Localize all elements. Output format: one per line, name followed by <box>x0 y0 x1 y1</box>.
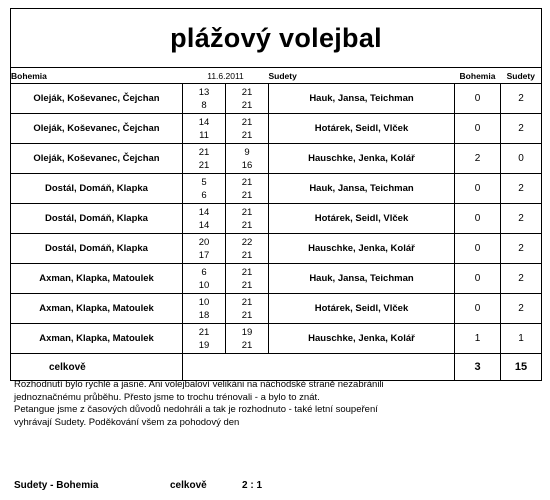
set-score-right <box>226 324 269 354</box>
score-set2: 21 <box>241 219 253 231</box>
header-col-left: Bohemia <box>455 68 501 84</box>
team-left <box>11 324 183 354</box>
points-left <box>455 204 501 234</box>
header-team-right: Sudety <box>269 68 455 84</box>
match-row <box>11 144 542 174</box>
score-set2: 21 <box>241 99 253 111</box>
score-set1: 21 <box>241 296 253 308</box>
score-set2: 14 <box>198 219 210 231</box>
team-right-label: Hotárek, Seidl, Vlček <box>314 213 409 224</box>
points-right-value: 2 <box>518 183 524 194</box>
team-left <box>11 234 183 264</box>
points-right-value: 2 <box>518 243 524 254</box>
score-set1: 22 <box>241 236 253 248</box>
results-table <box>10 8 542 381</box>
points-right <box>501 84 542 114</box>
set-score-left <box>183 174 226 204</box>
points-left <box>455 114 501 144</box>
points-left-value: 0 <box>474 303 481 314</box>
header-row <box>11 68 542 84</box>
team-right <box>269 174 455 204</box>
set-score-right <box>226 174 269 204</box>
score-set2: 8 <box>201 99 207 111</box>
set-score-right <box>226 294 269 324</box>
set-score-left <box>183 324 226 354</box>
match-row <box>11 114 542 144</box>
header-date: 11.6.2011 <box>183 68 269 84</box>
header-col-right: Sudety <box>501 68 542 84</box>
points-right-value: 0 <box>518 153 524 164</box>
team-right <box>269 84 455 114</box>
team-right-label: Hotárek, Seidl, Vlček <box>314 303 409 314</box>
team-left-label: Axman, Klapka, Matoulek <box>39 333 154 344</box>
team-right-label: Hauk, Jansa, Teichman <box>309 273 414 284</box>
comment-line: vyhrávají Sudety. Poděkování všem za pohodový den <box>14 416 240 428</box>
points-left-value: 0 <box>474 93 481 104</box>
points-right-value: 2 <box>518 273 524 284</box>
points-left <box>455 264 501 294</box>
team-left-label: Dostál, Domáň, Klapka <box>45 243 148 254</box>
points-left-value: 1 <box>474 333 481 344</box>
set-score-right <box>226 234 269 264</box>
score-set1: 21 <box>241 266 253 278</box>
team-left <box>11 174 183 204</box>
points-left-value: 0 <box>474 273 481 284</box>
match-row <box>11 174 542 204</box>
points-left-value: 0 <box>474 183 481 194</box>
points-left <box>455 144 501 174</box>
team-left <box>11 204 183 234</box>
set-score-left <box>183 294 226 324</box>
set-score-left <box>183 234 226 264</box>
header-team-left: Bohemia <box>11 68 183 84</box>
team-right <box>269 294 455 324</box>
score-set2: 17 <box>198 249 210 261</box>
points-right <box>501 204 542 234</box>
team-right-label: Hauk, Jansa, Teichman <box>309 183 414 194</box>
team-left-label: Axman, Klapka, Matoulek <box>39 303 154 314</box>
team-left-label: Oleják, Koševanec, Čejchan <box>33 153 160 164</box>
comment-line: Petangue jsme z časových důvodů nedohráli a tak je rozhodnuto - také letní soupeření <box>14 404 378 415</box>
points-right <box>501 264 542 294</box>
points-left <box>455 324 501 354</box>
score-set2: 18 <box>198 309 210 321</box>
score-set2: 21 <box>241 279 253 291</box>
score-set1: 21 <box>241 116 253 128</box>
points-right <box>501 294 542 324</box>
set-score-right <box>226 114 269 144</box>
team-right <box>269 144 455 174</box>
team-left <box>11 84 183 114</box>
total-left: 3 <box>455 354 501 381</box>
score-set1: 20 <box>198 236 210 248</box>
team-right <box>269 204 455 234</box>
points-right-value: 2 <box>518 213 524 224</box>
match-row <box>11 204 542 234</box>
comment-line: jednoznačnému průběhu. Přesto jsme to trochu trénovali - a bylo to znát. <box>14 391 320 403</box>
team-right-label: Hotárek, Seidl, Vlček <box>314 123 409 134</box>
team-right <box>269 324 455 354</box>
summary-teams: Sudety - Bohemia <box>14 480 99 491</box>
team-right-label: Hauschke, Jenka, Kolář <box>308 153 415 164</box>
score-set2: 21 <box>241 249 253 261</box>
team-left-label: Oleják, Koševanec, Čejchan <box>33 123 160 134</box>
points-right-value: 2 <box>518 303 524 314</box>
team-left-label: Axman, Klapka, Matoulek <box>39 273 154 284</box>
summary-label: celkově <box>170 480 207 491</box>
points-right-value: 1 <box>518 333 524 344</box>
match-row <box>11 294 542 324</box>
score-set2: 10 <box>198 279 210 291</box>
score-set1: 21 <box>241 86 253 98</box>
team-right <box>269 264 455 294</box>
score-set2: 6 <box>201 189 207 201</box>
team-left <box>11 264 183 294</box>
match-row <box>11 234 542 264</box>
set-score-left <box>183 204 226 234</box>
score-set2: 21 <box>241 129 253 141</box>
total-row <box>11 354 542 381</box>
team-left-label: Dostál, Domáň, Klapka <box>45 213 148 224</box>
team-left <box>11 144 183 174</box>
total-label: celkově <box>11 354 183 381</box>
score-set2: 21 <box>241 339 253 351</box>
score-set1: 5 <box>201 176 207 188</box>
total-right: 15 <box>501 354 542 381</box>
points-left-value: 0 <box>474 243 481 254</box>
score-set1: 10 <box>198 296 210 308</box>
points-right <box>501 234 542 264</box>
set-score-left <box>183 144 226 174</box>
match-comment <box>14 379 534 429</box>
points-left-value: 0 <box>474 213 481 224</box>
comment-line: Rozhodnutí bylo rychlé a jasné. Ani volejbaloví velikáni na náchodské straně nezabránili <box>14 379 384 390</box>
team-left <box>11 294 183 324</box>
score-set1: 21 <box>198 146 210 158</box>
team-left-label: Dostál, Domáň, Klapka <box>45 183 148 194</box>
score-set1: 14 <box>198 206 210 218</box>
set-score-right <box>226 144 269 174</box>
score-set1: 6 <box>201 266 207 278</box>
summary-score: 2 : 1 <box>242 480 263 491</box>
results-sheet <box>10 8 541 381</box>
score-set2: 19 <box>198 339 210 351</box>
score-set1: 19 <box>241 326 253 338</box>
points-right <box>501 174 542 204</box>
score-set1: 14 <box>198 116 210 128</box>
team-right-label: Hauschke, Jenka, Kolář <box>308 243 415 254</box>
set-score-left <box>183 114 226 144</box>
score-set1: 21 <box>198 326 210 338</box>
match-row <box>11 264 542 294</box>
points-right-value: 2 <box>518 93 524 104</box>
team-left-label: Oleják, Koševanec, Čejchan <box>33 93 160 104</box>
points-left <box>455 84 501 114</box>
points-left <box>455 294 501 324</box>
team-right-label: Hauschke, Jenka, Kolář <box>308 333 415 344</box>
team-left <box>11 114 183 144</box>
score-set1: 21 <box>241 206 253 218</box>
match-row <box>11 324 542 354</box>
score-set2: 21 <box>241 189 253 201</box>
score-set2: 11 <box>199 129 209 141</box>
points-right <box>501 114 542 144</box>
points-right <box>501 324 542 354</box>
total-spacer <box>183 354 455 381</box>
match-row <box>11 84 542 114</box>
points-right-value: 2 <box>518 123 524 134</box>
set-score-left <box>183 264 226 294</box>
set-score-right <box>226 264 269 294</box>
score-set1: 21 <box>241 176 253 188</box>
points-left-value: 2 <box>474 153 481 164</box>
team-right <box>269 114 455 144</box>
score-set2: 21 <box>241 309 253 321</box>
points-left <box>455 174 501 204</box>
points-left <box>455 234 501 264</box>
page-title: plážový volejbal <box>11 9 542 68</box>
set-score-left <box>183 84 226 114</box>
score-set2: 16 <box>241 159 253 171</box>
score-set1: 13 <box>198 86 210 98</box>
set-score-right <box>226 84 269 114</box>
team-right-label: Hauk, Jansa, Teichman <box>309 93 414 104</box>
points-right <box>501 144 542 174</box>
set-score-right <box>226 204 269 234</box>
team-right <box>269 234 455 264</box>
score-set1: 9 <box>244 146 250 158</box>
score-set2: 21 <box>198 159 210 171</box>
points-left-value: 0 <box>474 123 481 134</box>
